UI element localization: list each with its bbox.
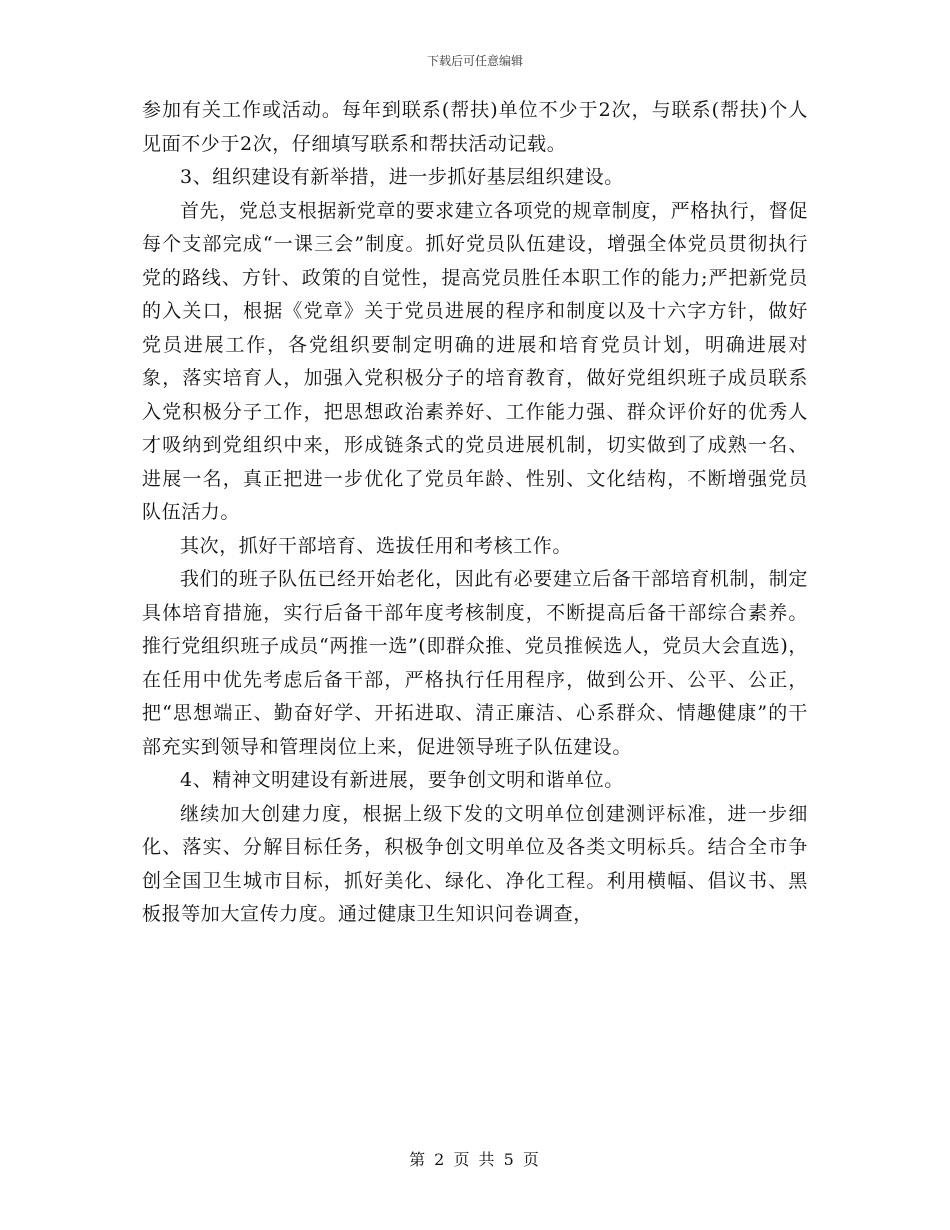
paragraph-1: 参加有关工作或活动。每年到联系(帮扶)单位不少于2次，与联系(帮扶)个人见面不少于2次，仔细填写联系和帮扶活动记载。 xyxy=(142,99,808,155)
paragraph-7: 继续加大创建力度，根据上级下发的文明单位创建测评标准，进一步细化、落实、分解目标任务，积极争创文明单位及各类文明标兵。结合全市争创全国卫生城市目标，抓好美化、绿化、净化工程。利用横幅、倡议书、黑板报等加大宣传力度。通过健康卫生知识问卷调查， xyxy=(142,802,808,925)
page-number-footer: 第 2 页 共 5 页 xyxy=(409,1150,541,1169)
document-body xyxy=(142,94,808,932)
paragraph-6-heading: 4、精神文明建设有新进展，要争创文明和谐单位。 xyxy=(180,769,624,791)
paragraph-3: 首先，党总支根据新党章的要求建立各项党的规章制度，严格执行，督促每个支部完成“一课三会”制度。抓好党员队伍建设，增强全体党员贯彻执行党的路线、方针、政策的自觉性，提高党员胜任本职工作的能力;严把新党员的入关口，根据《党章》关于党员进展的程序和制度以及十六字方针，做好党员进展工作，各党组织要制定明确的进展和培育党员计划，明确进展对象，落实培育人，加强入党积极分子的培育教育，做好党组织班子成员联系入党积极分子工作，把思想政治素养好、工作能力强、群众评价好的优秀人才吸纳到党组织中来，形成链条式的党员进展机制，切实做到了成熟一名、进展一名，真正把进一步优化了党员年龄、性别、文化结构，不断增强党员队伍活力。 xyxy=(142,199,808,523)
paragraph-2-heading: 3、组织建设有新举措，进一步抓好基层组织建设。 xyxy=(180,166,624,188)
paragraph-5: 我们的班子队伍已经开始老化，因此有必要建立后备干部培育机制，制定具体培育措施，实行后备干部年度考核制度，不断提高后备干部综合素养。推行党组织班子成员“两推一选”(即群众推、党员推候选人，党员大会直选)，在任用中优先考虑后备干部，严格执行任用程序，做到公开、公平、公正，把“思想端正、勤奋好学、开拓进取、清正廉洁、心系群众、情趣健康”的干部充实到领导和管理岗位上来，促进领导班子队伍建设。 xyxy=(142,568,808,758)
page-header: 下载后可任意编辑 xyxy=(426,54,523,68)
paragraph-4: 其次，抓好干部培育、选拔任用和考核工作。 xyxy=(180,534,573,557)
